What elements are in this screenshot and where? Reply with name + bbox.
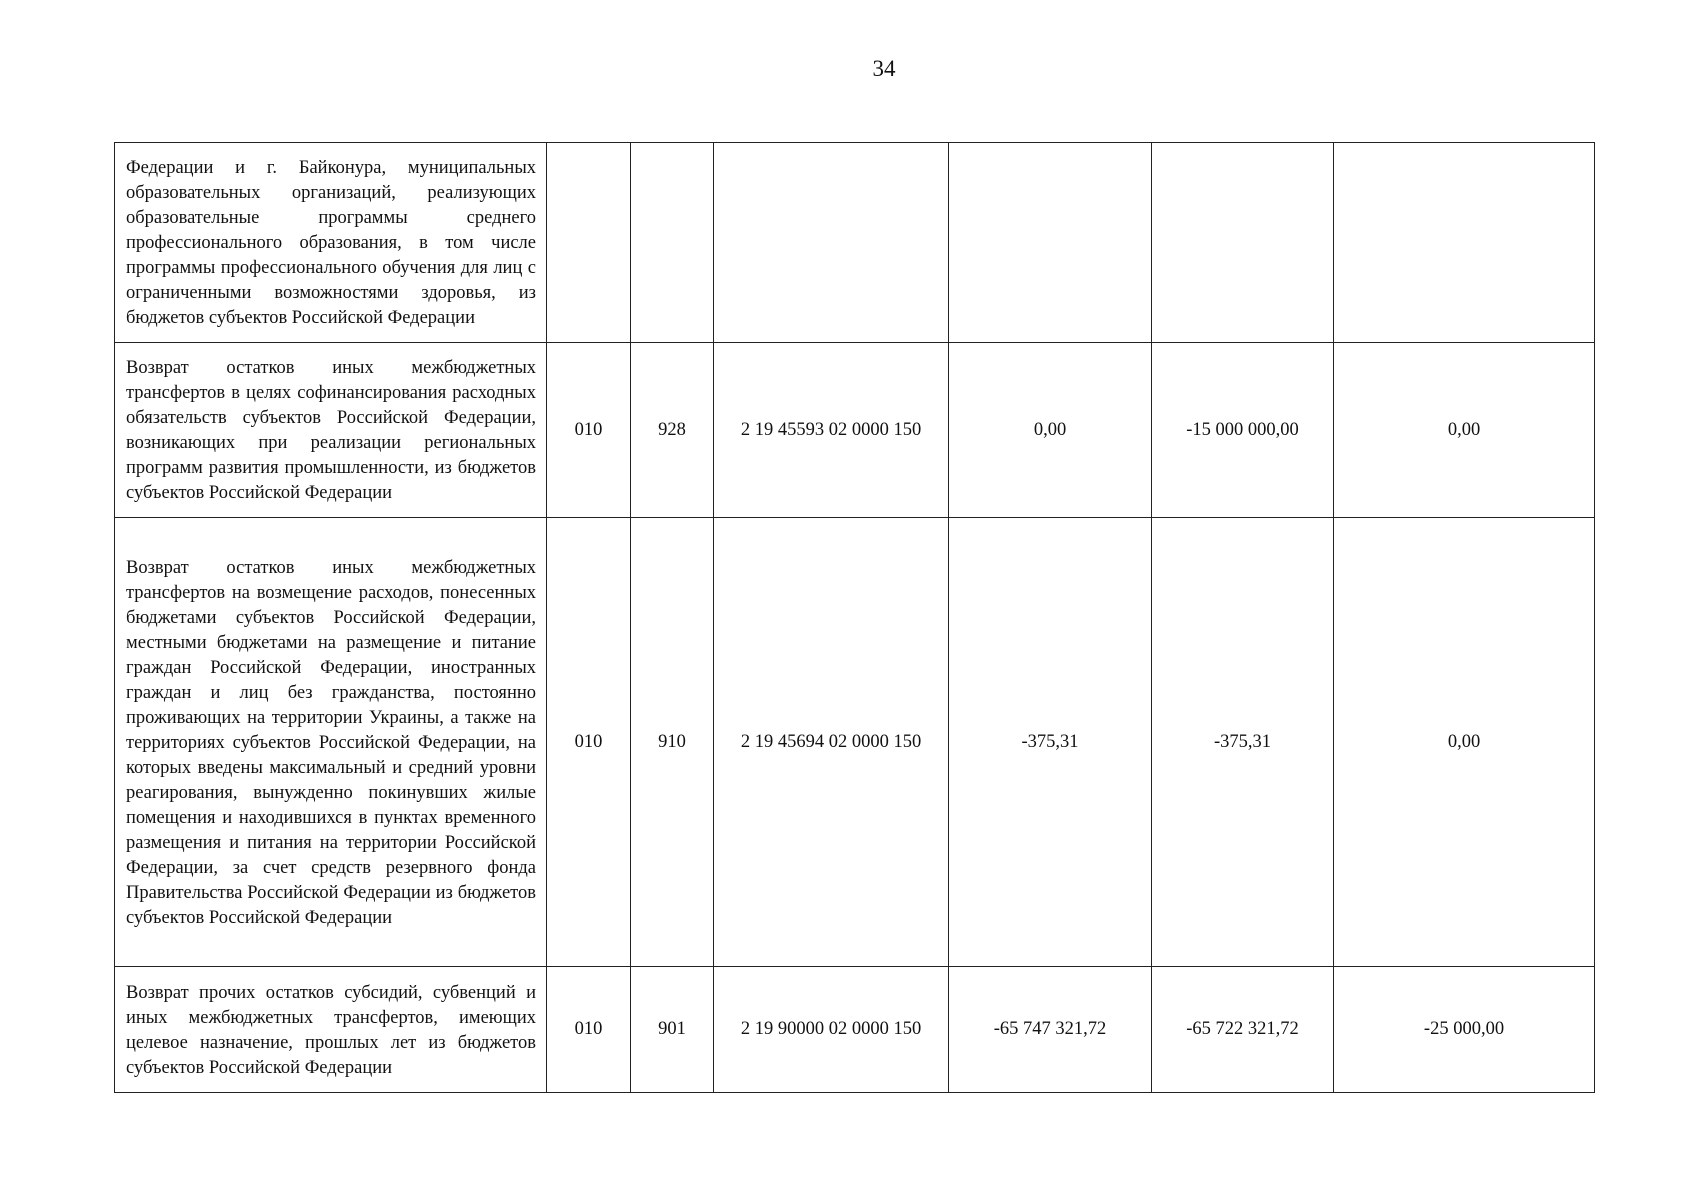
row-description: Федерации и г. Байконура, муниципальных образовательных организаций, реализующих образовательные программы среднего профессионального образования, в том числе программы профессионального обучения для лиц с ограниченными возможностями здоровья, из бюджетов субъектов Российской Федерации bbox=[115, 143, 547, 343]
row-value-1: -65 747 321,72 bbox=[949, 967, 1152, 1093]
row-code-2: 928 bbox=[631, 343, 714, 518]
row-value-3: -25 000,00 bbox=[1334, 967, 1595, 1093]
table-row bbox=[115, 143, 1595, 343]
row-value-2: -375,31 bbox=[1152, 518, 1334, 967]
row-code-2: 910 bbox=[631, 518, 714, 967]
table-row bbox=[115, 967, 1595, 1093]
table-row bbox=[115, 343, 1595, 518]
row-kbk-code: 2 19 45694 02 0000 150 bbox=[714, 518, 949, 967]
row-code-1: 010 bbox=[547, 343, 631, 518]
row-value-2: -15 000 000,00 bbox=[1152, 343, 1334, 518]
row-code-2 bbox=[631, 143, 714, 343]
row-kbk-code bbox=[714, 143, 949, 343]
budget-table bbox=[114, 142, 1595, 1093]
row-value-1 bbox=[949, 143, 1152, 343]
row-code-1: 010 bbox=[547, 967, 631, 1093]
row-code-1: 010 bbox=[547, 518, 631, 967]
row-value-1: 0,00 bbox=[949, 343, 1152, 518]
row-kbk-code: 2 19 90000 02 0000 150 bbox=[714, 967, 949, 1093]
row-description: Возврат остатков иных межбюджетных трансфертов в целях софинансирования расходных обязательств субъектов Российской Федерации, возникающих при реализации региональных программ развития промышленности, из бюджетов субъектов Российской Федерации bbox=[115, 343, 547, 518]
page-number: 34 bbox=[872, 56, 896, 81]
row-value-2: -65 722 321,72 bbox=[1152, 967, 1334, 1093]
row-value-3: 0,00 bbox=[1334, 518, 1595, 967]
row-value-2 bbox=[1152, 143, 1334, 343]
row-description: Возврат прочих остатков субсидий, субвенций и иных межбюджетных трансфертов, имеющих целевое назначение, прошлых лет из бюджетов субъектов Российской Федерации bbox=[115, 967, 547, 1093]
row-value-1: -375,31 bbox=[949, 518, 1152, 967]
row-code-2: 901 bbox=[631, 967, 714, 1093]
table-row bbox=[115, 518, 1595, 967]
row-value-3: 0,00 bbox=[1334, 343, 1595, 518]
row-description: Возврат остатков иных межбюджетных трансфертов на возмещение расходов, понесенных бюджетами субъектов Российской Федерации, местными бюджетами на размещение и питание граждан Российской Федерации, иностранных граждан и лиц без гражданства, постоянно проживающих на территории Украины, а также на территориях субъектов Российской Федерации, на которых введены максимальный и средний уровни реагирования, вынужденно покинувших жилые помещения и находившихся в пунктах временного размещения и питания на территории Российской Федерации, за счет средств резервного фонда Правительства Российской Федерации из бюджетов субъектов Российской Федерации bbox=[115, 518, 547, 967]
row-value-3 bbox=[1334, 143, 1595, 343]
row-code-1 bbox=[547, 143, 631, 343]
row-kbk-code: 2 19 45593 02 0000 150 bbox=[714, 343, 949, 518]
